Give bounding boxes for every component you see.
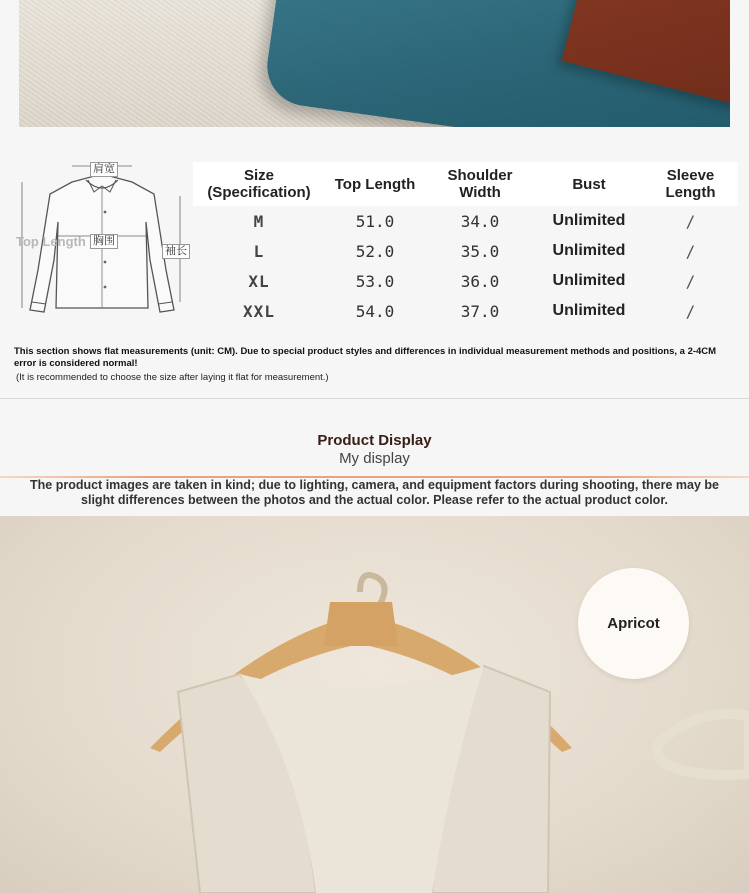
- cell-sleeve: /: [685, 241, 696, 261]
- header-shoulder-line1: Shoulder: [447, 167, 513, 184]
- header-sleeve: [643, 162, 738, 206]
- diagram-overlay-top-length: Top Length: [16, 234, 86, 249]
- measurement-tip: (It is recommended to choose the size after laying it flat for measurement.): [16, 372, 329, 383]
- cell-bust: Unlimited: [552, 212, 626, 229]
- cell-bust: Unlimited: [552, 272, 626, 289]
- color-disclaimer: The product images are taken in kind; due to lighting, camera, and equipment factors during shooting, there may be slight differences between the photos and the actual color. Please refer to the actual product color.: [30, 478, 719, 507]
- header-shoulder: [425, 162, 535, 206]
- cell-size: XL: [248, 271, 270, 291]
- color-badge: Apricot: [578, 568, 689, 679]
- header-size: Size (Specification): [207, 167, 311, 201]
- header-shoulder-line2: Width: [459, 184, 501, 201]
- cell-length: 51.0: [355, 211, 395, 231]
- header-sleeve-line1: Sleeve: [666, 167, 715, 184]
- shirt-measurement-diagram: [14, 152, 190, 322]
- cell-bust: Unlimited: [552, 302, 626, 319]
- diagram-label-shoulder: 肩宽: [90, 162, 118, 177]
- cell-size: XXL: [243, 301, 275, 321]
- table-row: [193, 236, 738, 266]
- diagram-label-sleeve: 袖长: [162, 244, 190, 259]
- cell-size: L: [253, 241, 265, 261]
- product-photo: [0, 516, 749, 893]
- fabric-swatch-photo: [19, 0, 730, 127]
- size-table: [193, 162, 738, 326]
- product-display-title: Product Display: [317, 432, 432, 449]
- header-bust: Bust: [572, 175, 606, 193]
- size-table-header: [193, 162, 738, 206]
- section-divider: [0, 398, 749, 399]
- table-row: [193, 296, 738, 326]
- cell-length: 53.0: [355, 271, 395, 291]
- cell-shoulder: 34.0: [460, 211, 500, 231]
- cell-sleeve: /: [685, 271, 696, 291]
- cell-shoulder: 36.0: [460, 271, 500, 291]
- cell-sleeve: /: [685, 211, 696, 231]
- cell-size: M: [253, 211, 265, 231]
- cell-bust: Unlimited: [552, 242, 626, 259]
- table-row: [193, 206, 738, 236]
- product-display-subtitle: My display: [339, 450, 410, 467]
- header-sleeve-line2: Length: [665, 184, 716, 201]
- diagram-label-chest: 胸围: [90, 234, 118, 249]
- measurement-note: This section shows flat measurements (unit: CM). Due to special product styles and differences in individual measurement methods and positions, a 2-4CM error is considered normal!: [14, 346, 717, 369]
- header-length: Top Length: [334, 175, 416, 193]
- cell-length: 52.0: [355, 241, 395, 261]
- cell-sleeve: /: [685, 301, 696, 321]
- size-chart-section: [0, 138, 749, 398]
- table-row: [193, 266, 738, 296]
- cell-shoulder: 35.0: [460, 241, 500, 261]
- cell-length: 54.0: [355, 301, 395, 321]
- cell-shoulder: 37.0: [460, 301, 500, 321]
